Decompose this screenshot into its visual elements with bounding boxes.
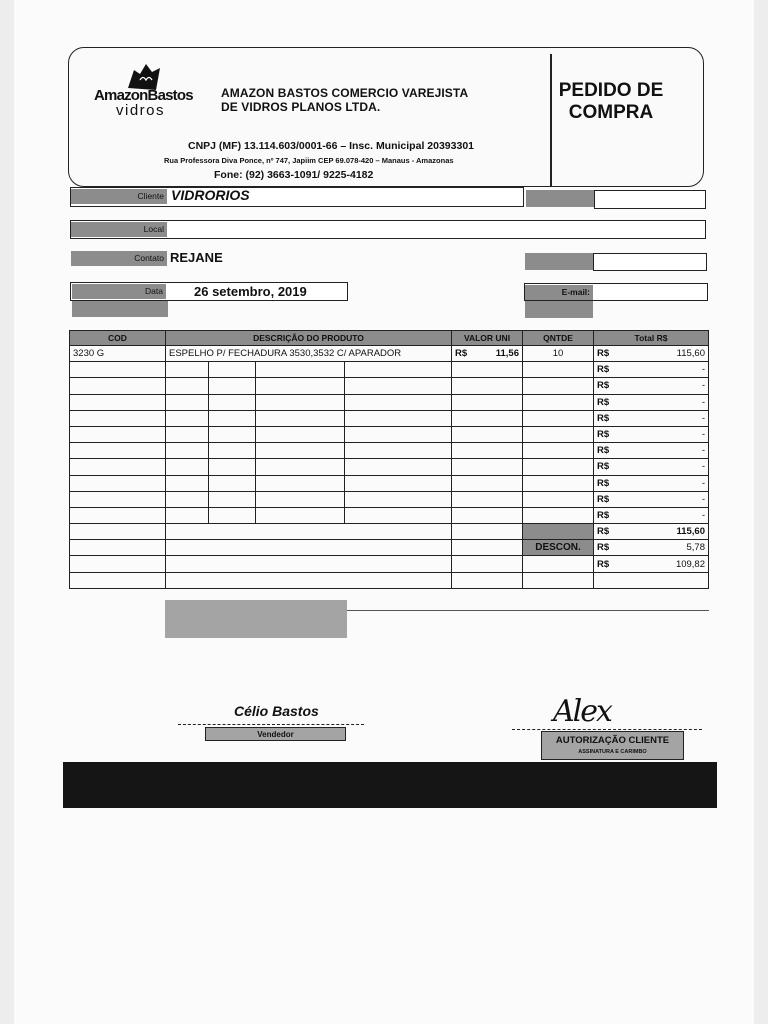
empty-cell <box>166 410 209 426</box>
valor-currency: R$ <box>455 348 468 360</box>
total-currency: R$ <box>597 348 610 360</box>
empty-cell <box>209 362 256 378</box>
company-cnpj: CNPJ (MF) 13.114.603/0001-66 – Insc. Municipal 20393301 <box>188 140 474 152</box>
empty-cell <box>209 378 256 394</box>
empty-cell <box>345 362 452 378</box>
total-value: 115,60 <box>676 348 705 360</box>
logo-name: AmazonBastos <box>94 87 193 104</box>
observation-block <box>165 600 347 638</box>
empty-cell <box>256 491 345 507</box>
total-currency: R$ <box>597 445 610 457</box>
empty-cell <box>70 491 166 507</box>
logo-subtitle: vidros <box>116 102 166 119</box>
cliente-label: AUTORIZAÇÃO CLIENTE <box>555 735 670 746</box>
title-line2: COMPRA <box>568 102 654 123</box>
total-value: - <box>701 445 705 457</box>
empty-cell <box>452 426 523 442</box>
empty-cell <box>166 507 209 523</box>
empty-cell <box>256 426 345 442</box>
cod-cell: 3230 G <box>70 346 166 362</box>
items-table <box>69 330 709 589</box>
grand-total-value: 109,82 <box>675 558 705 570</box>
empty-cell <box>70 507 166 523</box>
total-cell <box>594 346 709 362</box>
empty-cell <box>70 394 166 410</box>
footer-bar <box>63 762 717 808</box>
data-extra-block <box>72 301 168 317</box>
total-cell <box>594 362 709 378</box>
empty-cell <box>209 507 256 523</box>
empty-cell <box>523 362 594 378</box>
empty-cell <box>256 443 345 459</box>
empty-cell <box>70 410 166 426</box>
grand-total-cell <box>594 556 709 572</box>
empty-cell <box>452 459 523 475</box>
empty-cell <box>166 378 209 394</box>
empty-cell <box>452 378 523 394</box>
subtotal-value: 115,60 <box>676 526 705 538</box>
header-descricao: DESCRIÇÃO DO PRODUTO <box>166 331 452 346</box>
empty-cell <box>345 443 452 459</box>
empty-cell <box>209 459 256 475</box>
empty-cell <box>256 362 345 378</box>
empty-cell <box>166 426 209 442</box>
total-cell <box>594 491 709 507</box>
total-value: - <box>701 396 705 408</box>
empty-cell <box>345 394 452 410</box>
qntde-cell: 10 <box>523 346 594 362</box>
empty-cell <box>452 394 523 410</box>
discount-row <box>70 540 709 556</box>
cliente-extra-field[interactable] <box>594 190 706 209</box>
empty-cell <box>452 443 523 459</box>
empty-cell <box>523 426 594 442</box>
subtotal-cell <box>594 524 709 540</box>
total-value: - <box>701 429 705 441</box>
subtotal-row <box>70 524 709 540</box>
empty-cell <box>209 475 256 491</box>
empty-cell <box>345 378 452 394</box>
empty-cell <box>209 426 256 442</box>
blank-row <box>70 572 709 588</box>
header-divider <box>550 54 552 186</box>
cliente-authorization-box <box>541 731 684 760</box>
empty-cell <box>345 491 452 507</box>
empty-cell <box>452 507 523 523</box>
empty-cell <box>209 410 256 426</box>
cliente-extra-label <box>526 190 594 207</box>
vendedor-label: Vendedor <box>205 727 346 741</box>
total-currency: R$ <box>597 477 610 489</box>
table-header-row <box>70 331 709 346</box>
empty-cell <box>523 507 594 523</box>
table-row <box>70 362 709 378</box>
empty-cell <box>452 491 523 507</box>
total-value: - <box>701 412 705 424</box>
total-currency: R$ <box>597 493 610 505</box>
table-row <box>70 410 709 426</box>
total-cell <box>594 410 709 426</box>
table-row <box>70 491 709 507</box>
empty-cell <box>166 394 209 410</box>
cliente-label: Cliente <box>71 189 167 204</box>
total-currency: R$ <box>597 380 610 392</box>
total-currency: R$ <box>597 509 610 521</box>
valor-uni-cell <box>452 346 523 362</box>
contato-label: Contato <box>71 251 167 266</box>
empty-cell <box>523 394 594 410</box>
empty-cell <box>256 378 345 394</box>
cliente-signature-line <box>512 729 702 730</box>
table-row <box>70 443 709 459</box>
empty-cell <box>345 459 452 475</box>
total-value: - <box>701 364 705 376</box>
empty-cell <box>523 459 594 475</box>
descricao-cell: ESPELHO P/ FECHADURA 3530,3532 C/ APARADOR <box>166 346 452 362</box>
header-cod: COD <box>70 331 166 346</box>
empty-cell <box>166 475 209 491</box>
discount-label: DESCON. <box>523 540 594 556</box>
total-value: - <box>701 461 705 473</box>
total-currency: R$ <box>597 364 610 376</box>
empty-cell <box>345 475 452 491</box>
table-row <box>70 394 709 410</box>
total-currency: R$ <box>597 412 610 424</box>
contato-extra-field[interactable] <box>593 253 707 271</box>
company-name-line2: DE VIDROS PLANOS LTDA. <box>221 100 381 114</box>
empty-cell <box>523 491 594 507</box>
empty-cell <box>70 443 166 459</box>
grand-total-row <box>70 556 709 572</box>
empty-cell <box>523 443 594 459</box>
empty-cell <box>70 459 166 475</box>
discount-cell <box>594 540 709 556</box>
total-currency: R$ <box>597 396 610 408</box>
empty-cell <box>209 491 256 507</box>
contato-value: REJANE <box>170 250 223 265</box>
total-currency: R$ <box>597 429 610 441</box>
total-cell <box>594 378 709 394</box>
empty-cell <box>209 443 256 459</box>
email-label: E-mail: <box>525 285 593 300</box>
table-row <box>70 346 709 362</box>
header-total: Total R$ <box>594 331 709 346</box>
vendedor-signature-line <box>178 724 364 725</box>
table-row <box>70 475 709 491</box>
total-cell <box>594 443 709 459</box>
local-label: Local <box>71 222 167 237</box>
total-cell <box>594 459 709 475</box>
company-phone: Fone: (92) 3663-1091/ 9225-4182 <box>214 169 374 181</box>
observation-line <box>347 610 709 611</box>
subtotal-currency: R$ <box>597 526 610 538</box>
vendedor-name: Célio Bastos <box>234 703 319 719</box>
table-row <box>70 426 709 442</box>
cliente-signature: Alex <box>553 694 611 729</box>
company-address: Rua Professora Diva Ponce, nº 747, Japiim CEP 69.078-420 – Manaus - Amazonas <box>164 156 454 165</box>
empty-cell <box>70 378 166 394</box>
empty-cell <box>209 394 256 410</box>
valor-uni-value: 11,56 <box>495 348 519 360</box>
empty-cell <box>166 443 209 459</box>
title-line1: PEDIDO DE <box>558 80 664 101</box>
document-title <box>558 80 664 124</box>
table-row <box>70 507 709 523</box>
empty-cell <box>523 475 594 491</box>
discount-value: 5,78 <box>686 542 705 554</box>
header-qntde: QNTDE <box>523 331 594 346</box>
empty-cell <box>345 426 452 442</box>
empty-cell <box>256 410 345 426</box>
company-name-line1: AMAZON BASTOS COMERCIO VAREJISTA <box>221 86 469 100</box>
total-value: - <box>701 477 705 489</box>
empty-cell <box>256 459 345 475</box>
discount-currency: R$ <box>597 542 610 554</box>
data-value: 26 setembro, 2019 <box>194 284 307 299</box>
empty-cell <box>166 459 209 475</box>
empty-cell <box>70 362 166 378</box>
header-valor-uni: VALOR UNI <box>452 331 523 346</box>
empty-cell <box>166 362 209 378</box>
data-label: Data <box>72 284 166 299</box>
empty-cell <box>256 475 345 491</box>
total-cell <box>594 475 709 491</box>
total-value: - <box>701 380 705 392</box>
empty-cell <box>523 378 594 394</box>
cliente-sublabel: ASSINATURA E CARIMBO <box>578 749 647 755</box>
empty-cell <box>70 475 166 491</box>
total-value: - <box>701 509 705 521</box>
subtotal-label-cell <box>523 524 594 540</box>
table-row <box>70 378 709 394</box>
grand-total-currency: R$ <box>597 558 610 570</box>
email-extra-block <box>525 301 593 318</box>
empty-cell <box>452 362 523 378</box>
empty-cell <box>452 410 523 426</box>
empty-cell <box>452 475 523 491</box>
total-cell <box>594 507 709 523</box>
total-currency: R$ <box>597 461 610 473</box>
empty-cell <box>523 410 594 426</box>
cliente-value: VIDRORIOS <box>171 187 250 203</box>
total-cell <box>594 426 709 442</box>
empty-cell <box>345 410 452 426</box>
empty-cell <box>256 507 345 523</box>
contato-extra-label <box>525 253 593 270</box>
empty-cell <box>345 507 452 523</box>
table-row <box>70 459 709 475</box>
empty-cell <box>256 394 345 410</box>
total-cell <box>594 394 709 410</box>
empty-cell <box>70 426 166 442</box>
total-value: - <box>701 493 705 505</box>
empty-cell <box>166 491 209 507</box>
